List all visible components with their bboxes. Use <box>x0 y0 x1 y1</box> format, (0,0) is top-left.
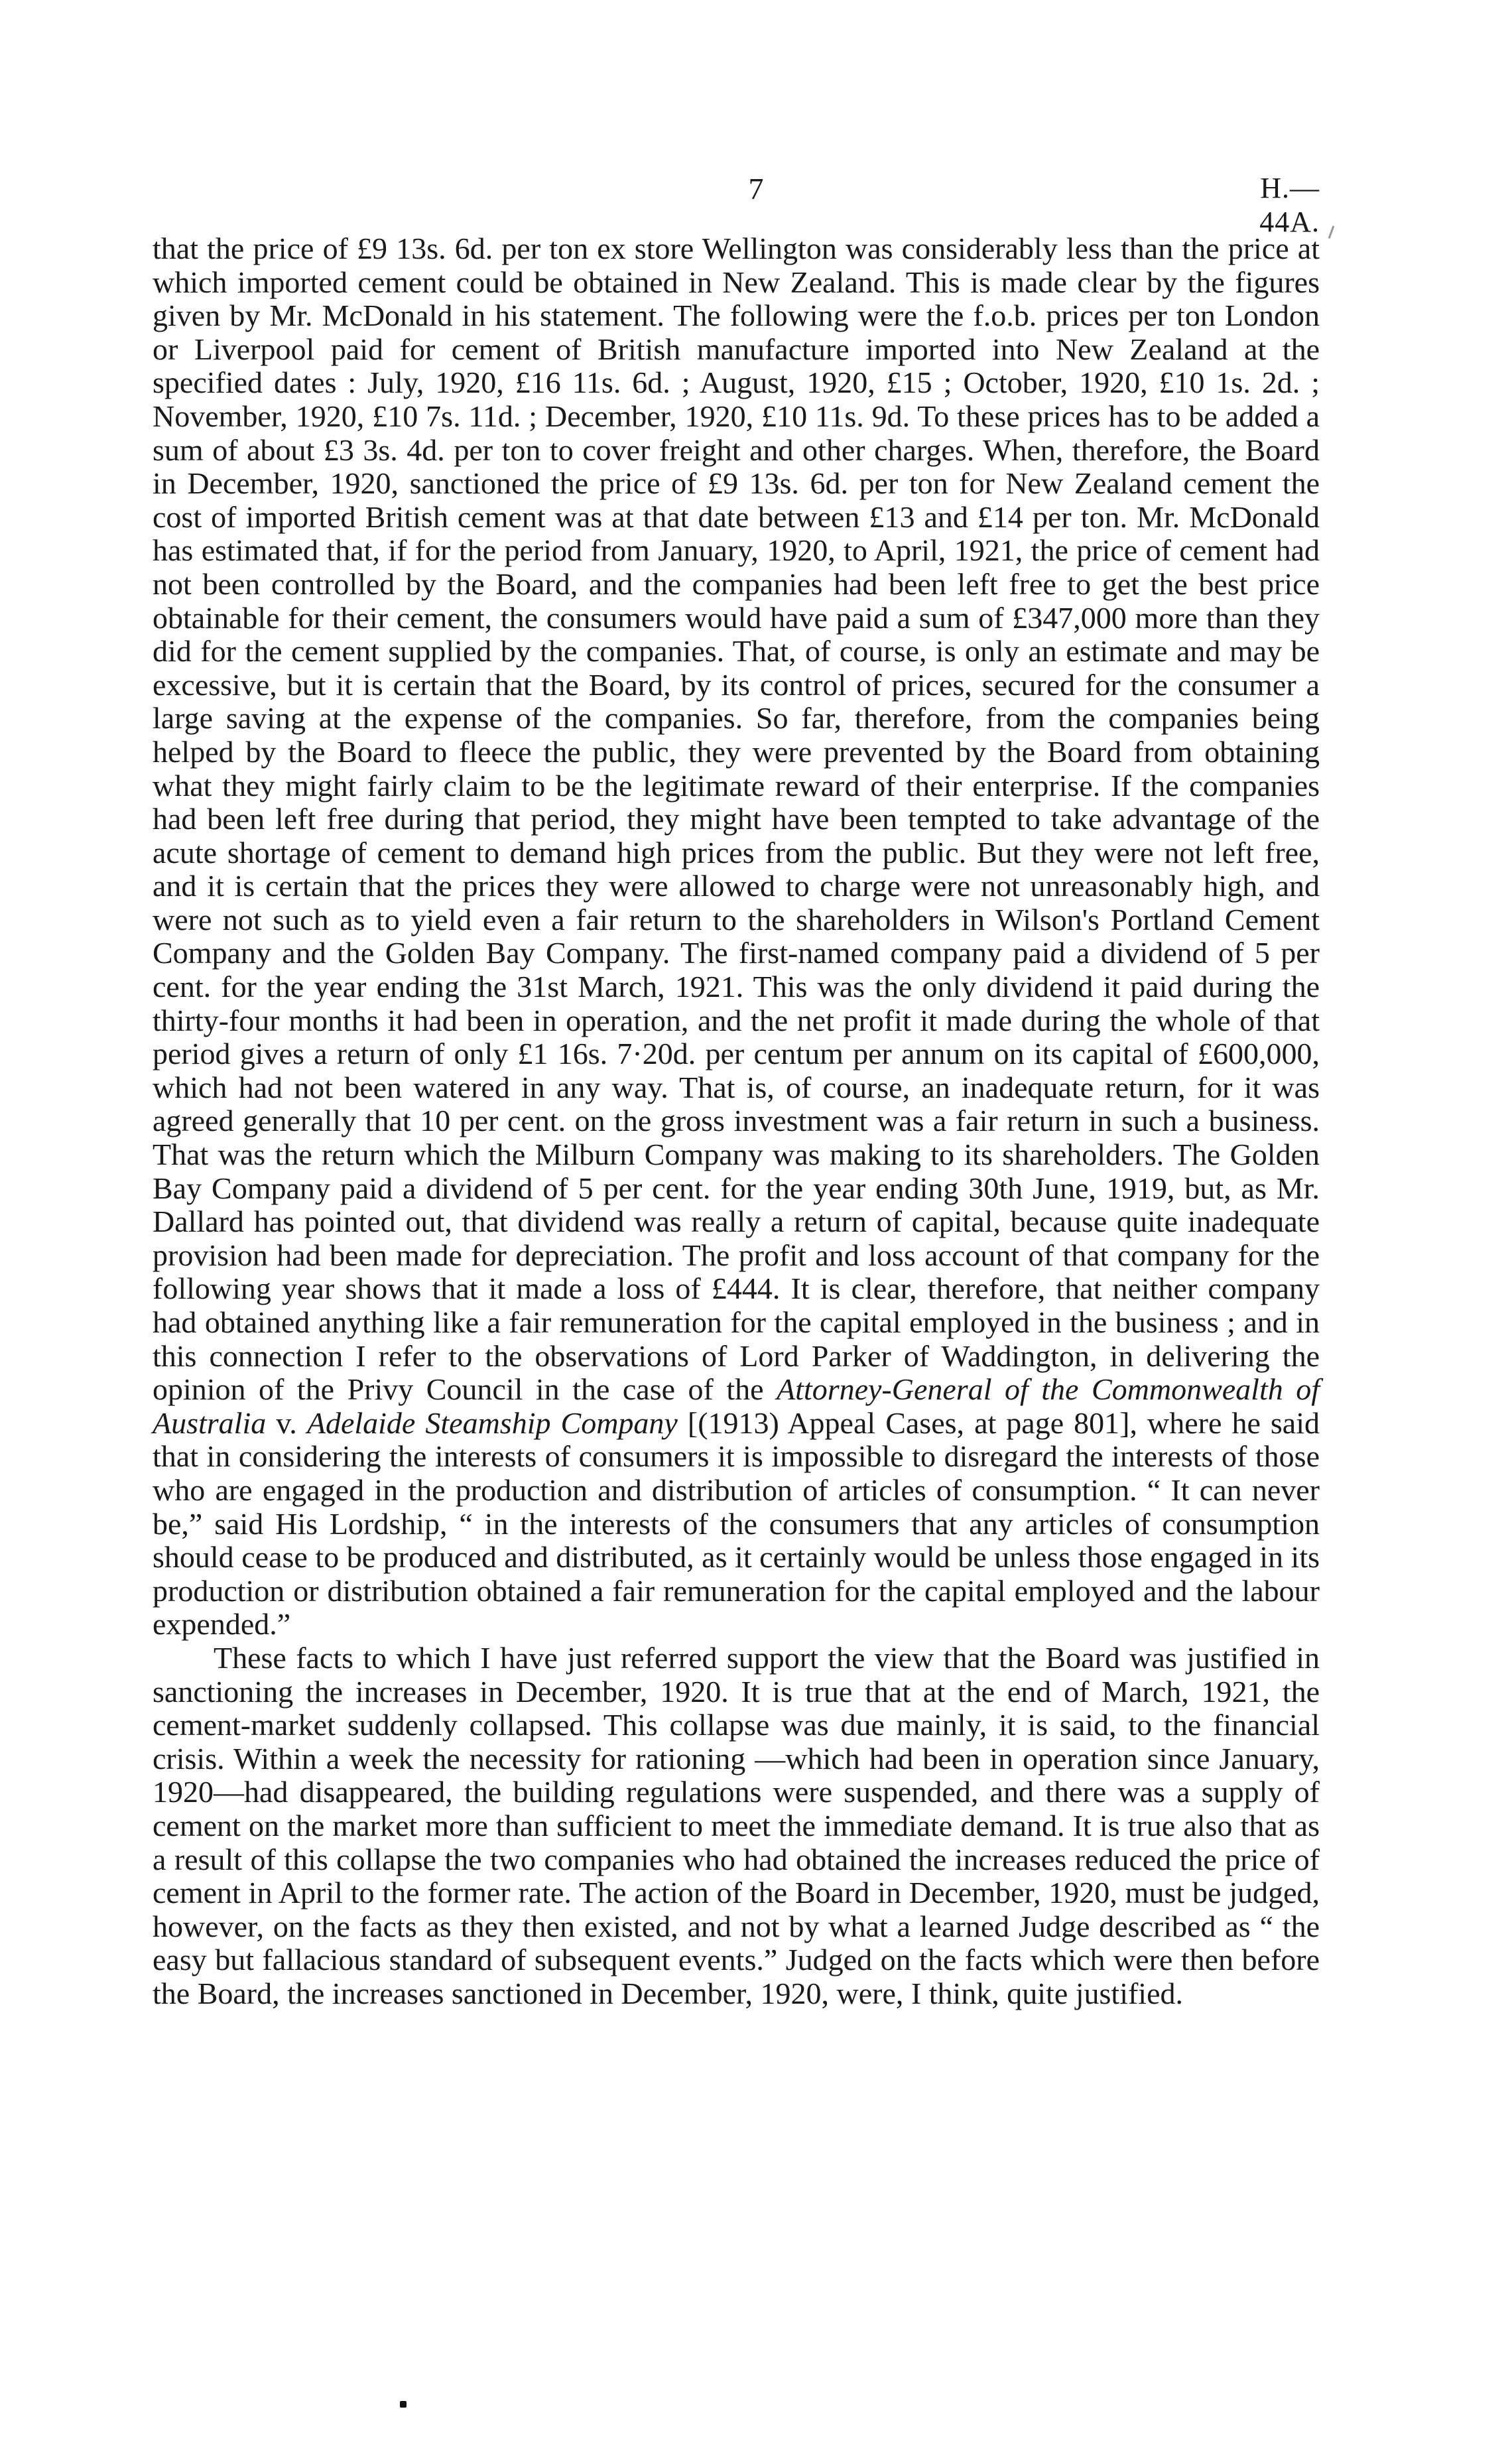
stray-dot-mark <box>400 2401 407 2408</box>
paragraph-1-part-1: that the price of £9 13s. 6d. per ton ex store Wellington was considerably less than the price at which imported cement could be obtained in New Zealand. This is made clear by the figures given by Mr. McDonald in his statement. The following were the f.o.b. prices per ton London or Liverpool paid for cement of British manufacture imported into New Zealand at the specified dates : July, 1920, £16 11s. 6d. ; August, 1920, £15 ; October, 1920, £10 1s. 2d. ; November, 1920, £10 7s. 11d. ; December, 1920, £10 11s. 9d. To these prices has to be added a sum of about £3 3s. 4d. per ton to cover freight and other charges. When, therefore, the Board in December, 1920, sanctioned the price of £9 13s. 6d. per ton for New Zealand cement the cost of imported British cement was at that date between £13 and £14 per ton. Mr. McDonald has estimated that, if for the period from January, 1920, to April, 1921, the price of cement had not been controlled by the Board, and the companies had been left free to get the best price obtainable for their cement, the consumers would have paid a sum of £347,000 more than they did for the cement supplied by the companies. That, of course, is only an estimate and may be excessive, but it is certain that the Board, by its control of prices, secured for the consumer a large saving at the expense of the companies. So far, therefore, from the companies being helped by the Board to fleece the public, they were prevented by the Board from obtaining what they might fairly claim to be the legitimate reward of their enterprise. If the companies had been left free during that period, they might have been tempted to take advantage of the acute shortage of cement to demand high prices from the public. But they were not left free, and it is certain that the prices they were allowed to charge were not unreasonably high, and were not such as to yield even a fair return to the shareholders in Wilson's Portland Cement Company and the Golden Bay Company. The first-named company paid a dividend of 5 per cent. for the year ending the 31st March, 1921. This was the only dividend it paid during the thirty-four months it had been in operation, and the net profit it made during the whole of that period gives a return of only £1 16s. 7·20d. per centum per annum on its capital of £600,000, which had not been watered in any way. That is, of course, an inadequate return, for it was agreed generally that 10 per cent. on the gross investment was a fair return in such a business. That was the return which the Milburn Company was making to its shareholders. The Golden Bay Company paid a dividend of 5 per cent. for the year ending 30th June, 1919, but, as Mr. Dallard has pointed out, that dividend was really a return of capital, because quite inadequate provision had been made for depreciation. The profit and loss account of that company for the following year shows that it made a loss of £444. It is clear, therefore, that neither company had obtained anything like a fair remuneration for the capital employed in the business ; and in this connection I refer to the observations of Lord Parker of Waddington, in delivering the opinion of the Privy Council in the case of the <box>153 231 1320 1407</box>
case-name-attorney-general: Attorney-General of the Commonwealth of Australia <box>153 1372 1320 1440</box>
body-text <box>153 232 1320 2010</box>
paragraph-2: These facts to which I have just referred support the view that the Board was justified in sanctioning the increases in December, 1920. It is true that at the end of March, 1921, the cement-market suddenly collapsed. This collapse was due mainly, it is said, to the financial crisis. Within a week the necessity for rationing —which had been in operation since January, 1920—had disappeared, the building regulations were suspended, and there was a supply of cement on the market more than sufficient to meet the immediate demand. It is true also that as a result of this collapse the two companies who had obtained the increases reduced the price of cement in April to the former rate. The action of the Board in December, 1920, must be judged, however, on the facts as they then existed, and not by what a learned Judge described as “ the easy but fallacious standard of subsequent events.” Judged on the facts which were then before the Board, the increases sanctioned in December, 1920, were, I think, quite justified. <box>153 1640 1320 2010</box>
document-reference: H.—44A. <box>1259 172 1320 238</box>
case-versus: v. <box>266 1405 307 1440</box>
paragraph-1-part-2: [(1913) Appeal Cases, at page 801], where he said that in considering the interests of consumers it is impossible to disregard the interests of those who are engaged in the production and distribution of articles of consumption. “ It can never be,” said His Lordship, “ in the interests of the consumers that any articles of consumption should cease to be produced and distributed, as it certainly would be unless those engaged in its production or distribution obtained a fair remuneration for the capital employed and the labour expended.” <box>153 1405 1320 1642</box>
case-name-adelaide-steamship: Adelaide Steamship Company <box>306 1405 678 1440</box>
page-number: 7 <box>748 172 764 206</box>
margin-mark <box>1328 226 1335 239</box>
paragraph-1 <box>153 232 1320 1642</box>
